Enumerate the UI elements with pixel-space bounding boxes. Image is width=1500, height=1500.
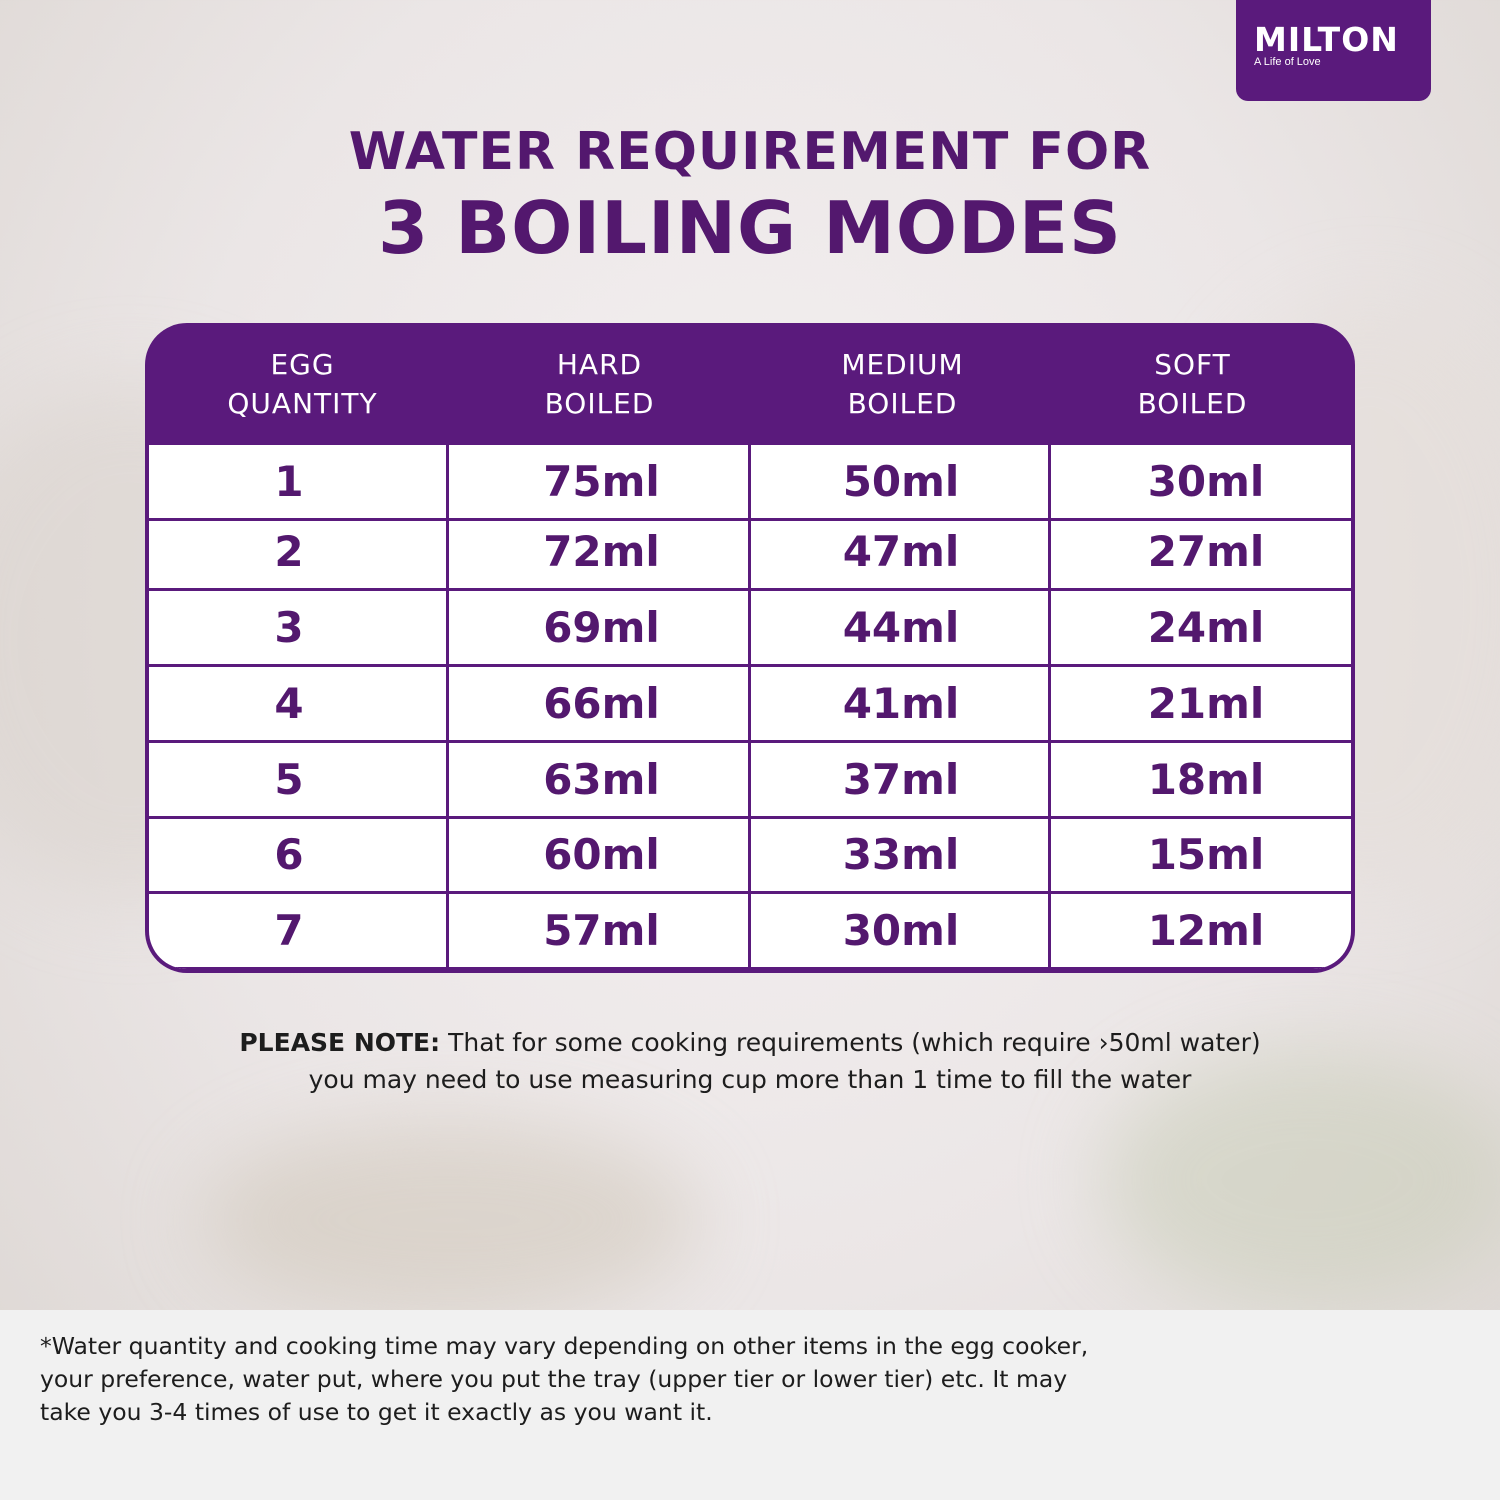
medium-boiled-cell: 33ml — [842, 830, 960, 879]
hard-boiled-cell: 57ml — [543, 906, 660, 955]
disclaimer-line: take you 3-4 times of use to get it exactly as you want it. — [40, 1398, 713, 1426]
hard-boiled-cell: 63ml — [543, 755, 660, 804]
medium-boiled-cell: 37ml — [842, 755, 960, 804]
header-text: SOFT — [1154, 348, 1231, 381]
column-divider — [446, 445, 449, 969]
page-title-line1: WATER REQUIREMENT FOR — [348, 122, 1152, 182]
soft-boiled-cell: 12ml — [1147, 906, 1265, 955]
note-text: That for some cooking requirements (which require ›50ml water) — [440, 1028, 1261, 1057]
medium-boiled-cell: 47ml — [842, 527, 960, 576]
header-text: BOILED — [1137, 387, 1248, 420]
egg-quantity-cell: 4 — [274, 679, 304, 728]
note-label: PLEASE NOTE: — [239, 1028, 441, 1057]
hard-boiled-cell: 60ml — [543, 830, 660, 879]
header-text: EGG — [270, 348, 335, 381]
header-text: QUANTITY — [227, 387, 378, 420]
egg-quantity-cell: 6 — [274, 830, 304, 879]
column-header-soft-boiled — [1045, 345, 1340, 423]
soft-boiled-cell: 27ml — [1147, 527, 1265, 576]
medium-boiled-cell: 44ml — [842, 603, 960, 652]
column-header-medium-boiled — [751, 345, 1054, 423]
background-blur — [200, 1120, 700, 1320]
water-requirement-table — [145, 323, 1355, 973]
column-header-egg-quantity — [150, 345, 455, 423]
header-text: BOILED — [847, 387, 958, 420]
column-divider — [748, 445, 751, 969]
note-line-1 — [0, 1024, 1500, 1061]
disclaimer-footer — [0, 1310, 1500, 1500]
disclaimer-line: your preference, water put, where you put the tray (upper tier or lower tier) etc. It may — [40, 1365, 1068, 1393]
column-header-hard-boiled — [448, 345, 751, 423]
egg-quantity-cell: 2 — [274, 527, 304, 576]
hard-boiled-cell: 69ml — [543, 603, 660, 652]
egg-quantity-cell: 1 — [274, 457, 304, 506]
egg-quantity-cell: 7 — [274, 906, 304, 955]
header-text: BOILED — [544, 387, 655, 420]
hard-boiled-cell: 75ml — [543, 457, 660, 506]
egg-quantity-cell: 3 — [274, 603, 304, 652]
table-body — [149, 445, 1351, 969]
column-divider — [1048, 445, 1051, 969]
medium-boiled-cell: 41ml — [842, 679, 960, 728]
soft-boiled-cell: 15ml — [1147, 830, 1265, 879]
medium-boiled-cell: 50ml — [842, 457, 960, 506]
hard-boiled-cell: 72ml — [543, 527, 660, 576]
please-note — [0, 1024, 1500, 1098]
disclaimer-line: *Water quantity and cooking time may vary depending on other items in the egg cooker, — [40, 1332, 1089, 1360]
brand-tagline: A Life of Love — [1254, 56, 1321, 68]
soft-boiled-cell: 30ml — [1147, 457, 1265, 506]
soft-boiled-cell: 18ml — [1147, 755, 1265, 804]
table-header — [145, 323, 1355, 445]
egg-quantity-cell: 5 — [274, 755, 304, 804]
brand-name: MILTON — [1254, 20, 1399, 59]
header-text: MEDIUM — [841, 348, 964, 381]
page-title-line2: 3 BOILING MODES — [378, 186, 1122, 270]
soft-boiled-cell: 21ml — [1147, 679, 1265, 728]
brand-logo — [1236, 0, 1431, 101]
header-text: HARD — [556, 348, 643, 381]
soft-boiled-cell: 24ml — [1147, 603, 1265, 652]
note-line-2: you may need to use measuring cup more than 1 time to fill the water — [308, 1065, 1192, 1094]
medium-boiled-cell: 30ml — [842, 906, 960, 955]
hard-boiled-cell: 66ml — [543, 679, 660, 728]
